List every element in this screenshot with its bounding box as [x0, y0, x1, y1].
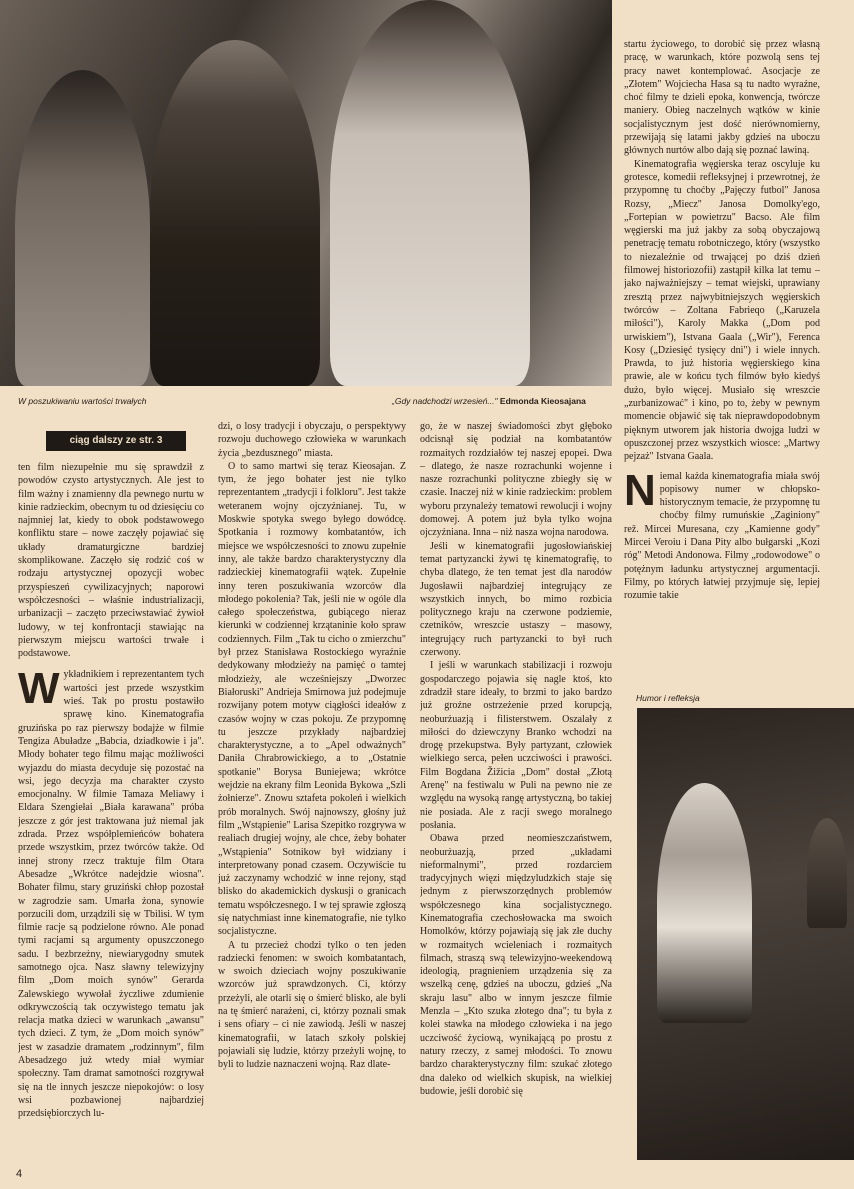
caption-side: Humor i refleksja: [636, 693, 700, 703]
continued-banner: ciąg dalszy ze str. 3: [46, 431, 186, 451]
col3-paragraph-4: Obawa przed neomieszczaństwem, neoburżuazją, przed „układami nieformalnymi", przed rozdarciem tradycyjnych więzi międzyludzkich staje się jednym z pierwszorzędnych problemów współczesnego kina socjalistycznego. Kinematografia czechosłowacka ma swoich Homolków, którzy pojawiają się jak złe duchy w rozmaitych wcieleniach i rozmaitych filmach, straszą swą telewizyjno-weekendową ideologią, pragnieniem urządzenia się za wszelką cenę, gdzieś na uboczu, gdzieś „Na skraju lasu" albo w innym jeszcze filmie Menzla – „Kto szuka złotego dna"; tu była z kolei stawka na młodego człowieka i na jego uczciwość życiową, wynikającą po prostu z natury rzeczy, z samej młodości. To znowu bardzo charakterystyczny film: szukać złotego dna daleko od wielkich skupisk, na wielkiej budowie, jeśli dorobić się: [420, 833, 612, 1097]
side-figure-background: [807, 818, 847, 928]
side-figure: [657, 783, 752, 1023]
col1-paragraph-1: ten film niezupełnie mu się sprawdził z powodów czysto artystycznych. Ale jest to film ważny i znamienny dla pewnego nurtu w kinie radzieckim, obecnym tu od dziesięciu co najmniej lat, kiedy to obok podstawowego konfliktu stare – nowe zaczęły pojawiać się układy dramaturgiczne bardziej skomplikowane. Zaczęło się rodzić coś w rodzaju artystycznej opozycji wobec przyspieszeń cywilizacyjnych; naporowi współczesności – właśnie industrializacji, urbanizacji – zaczęto przeciwstawiać żywioł ludowy, w tej konfrontacji stawiając na pierwszym miejscu wartości trwałe i podstawowe.: [18, 462, 204, 660]
page-number: 4: [16, 1168, 23, 1180]
col4-paragraph-1: startu życiowego, to dorobić się przez własną pracę, w warunkach, które pozwolą sens tej pracy nawet kontemplować. Asocjacje ze „Złotem" Wojciecha Hasa są tu nadto wyraźne, choć filmy te dzieli epoka, konwencja, twórcze maniery. Obieg naczelnych wątków w kinie socjalistycznym jest dość nierównomierny, przewijają się latami jakby gdzieś na uboczu głównych nurtów albo dają się poznać lawiną.: [624, 39, 820, 157]
young-man-figure: [330, 0, 530, 386]
side-photo: [637, 708, 854, 1160]
article-column-1: [18, 461, 204, 1169]
caption-right: [392, 396, 586, 406]
col3-paragraph-3: I jeśli w warunkach stabilizacji i rozwoju gospodarczego pojawia się nagle ktoś, kto zdradził stare ideały, to brzmi to jako bardzo już groźne ostrzeżenie przed korupcją, neoburżuazją i filisterstwem. Oszalały z miłości do dziewczyny Branko wchodzi na drogę przekupstwa. Były partyzant, człowiek wielkiego serca, pełen uczciwości i prawości. Film Bogdana Žižicia „Dom" dostał „Złotą Arenę" na festiwalu w Puli na pewno nie ze względu na wysoką rangę artystyczną, bo takiej nie posiada. Ale z racji swego moralnego posłania.: [420, 660, 612, 831]
col3-paragraph-2: Jeśli w kinematografii jugosłowiańskiej temat partyzancki żywi tę kinematografię, to chyba dlatego, że ten temat jest dla narodów Jugosławii najbardziej integrujący ze wszystkich innych, bo mimo rozbicia politycznego kraju na czerwone podziemie, czetników, wreszcie ustaszy – masowy, integrujący ruch partyzancki to był ruch czerwony.: [420, 540, 612, 659]
article-column-2: [218, 420, 406, 1168]
col4-paragraph-2: Kinematografia węgierska teraz oscyluje ku grotesce, komedii refleksyjnej i przewrotnej, że przypomnę tu choćby „Pajęczy futbol" Janosa Rozsy, „Miecz" Janosa Domolky'ego, „Fortepian w powietrzu" Bacso. Ale film węgierski ma już jakby za sobą obyczajową penetrację tematu robotniczego, który (wszystko to niezależnie od trwającej po dziś dzień filmowej historiozofii) zastąpił kilka lat temu – jako najważniejszy – temat wiejski, uprawiany zresztą przez najwybitniejszych węgierskich twórców – Zoltana Fabrieqo („Karuzela miłości"), Karoly Makka („Dom pod urwiskiem"), Istvana Gaala („Wir"), Ferenca Kosy („Dziesięć tysięcy dni") i wiele innych. Prawda, to już historia węgierskiego kina prawie, ale w końcu tych filmów było kiedyś dużo, było więcej. Musiało się wreszcie „zurbanizować" i kino, po to, żeby w pewnym momencie objawić się tak nieprawdopodobnym pięknym utworem jak historia dwojga ludzi w opuszczonej przez wszystkich wiosce: „Martwy pejzaż" Istvana Gaala.: [624, 158, 820, 463]
col1-paragraph-2-text: ykładnikiem i reprezentantem tych wartości jest przede wszystkim wieś. Tak po prostu postawiło sprawę kino. Kinematografia gruzińska po raz pierwszy bodajże w filmie Tengiza Abuładze „Babcia, dziadkowie i ja". Młody bohater tego filmu mając możliwości wyjazdu do miasta decyduje się pozostać na wsi, jego decyzja ma charakter czysto emocjonalny. W filmie Tamaza Meliawy i Eldara Szengiełai „Biała karawana" próba jeszcze z gór jest traktowana już niemal jak zdrada. Przez współplemieńców bohatera przede wszystkim, przez twórców także. Od innej strony rzecz traktuje film Otara Abesadze „Wkrótce nadejdzie wiosna". Bohater filmu, stary gruziński chłop pozostał w zagrodzie sam. Umarła żona, synowie porzucili dom, urządzili się w Tbilisi. W tym filmie racje są podzielone równo. Ale ponad tymi racjami są argumenty opuszczonego sadu. I bezbrzeżny, niewiarygodny smutek samotnego ojca. Nasz sławny telewizyjny film „Dom moich synów" Gerarda Zalewskiego wywołał życzliwe zdumienie odkrywczością tak oczywistego tematu jak relacja matka dzieci w warunkach „awansu" tych dzieci. Z tym, że „Dom moich synów" jest w zasadzie dramatem „rodzinnym", film Abesadzego już wtedy miał wymiar społeczny. Tam dramat samotności rozgrywał się na tle innych jeszcze niepokojów: o losy wsi pozbawionej najbardziej przedsiębiorczych lu-: [18, 669, 204, 1120]
col2-paragraph-2: O to samo martwi się teraz Kieosajan. Z tym, że jego bohater jest nie tylko reprezentantem „tradycji i folkloru". Jest także weteranem wojny ojczyźnianej. Tu, w Moskwie spotyka swego byłego dowódcę. Spotkania i rozmowy kombatantów, ich miejsce we współczesności to znowu zupełnie inny, ale także bardzo charakterystyczny dla radzieckiej kinematografii wątek. Zupełnie inny teren poszukiwania wzorców dla młodego pokolenia? Tak, jeśli nie w ogóle dla całego społeczeństwa, gubiącego nieraz kierunki w codziennej krzątaninie koło spraw codziennych. Film „Tak tu cicho o zmierzchu" był przez Stanisława Rostockiego wyraźnie dedykowany młodzieży na pamięć o tamtej młodzieży, ale wcześniejszy „Dworzec Białoruski" Andrieja Smirnowa już podejmuje rozwijany potem motyw ciągłości ideałów z czasów wojny w czas pokoju. Ze przypomnę tu jeszcze przykłady najbardziej charakterystyczne, a to „Apel odważnych" Daniła Chrabrowickiego, a to „Ostatnie spotkanie" Borysa Buniejewa; wkrótce wejdzie na ekrany film Leonida Bykowa „Szli żołnierze". Znowu sztafeta pokoleń i wielkich prób moralnych. Swój najnowszy, głośny już film „Wstąpienie" Larisa Szepitko rozgrywa w realiach drugiej wojny, ale chce, żeby bohater „Wstąpienia" Sotnikow był widziany i interpretowany ponad czasem. Oczywiście tu już zaczynamy wchodzić w inne rejony, stąd blisko do akademickich dyskusji o granicach tematu współczesnego. I w tej sprawie zgłoszą się natychmiast inne kinematografie, nie tylko socjalistyczne.: [218, 460, 406, 938]
drop-cap-n: N: [624, 465, 656, 515]
old-man-figure: [150, 40, 320, 386]
article-column-4: [624, 38, 820, 688]
col4-paragraph-3-text: iemal każda kinematografia miała swój popisowy numer w chłopsko-historycznym temacie, że przypomnę tu choćby filmy rumuńskie „Zaginiony" rež. Mircei Muresana, czy „Kamienne gody" Mircei Veroiu i Dana Pity albo bułgarski „Kozi róg" Metodi Andonowa. Filmy „rodowodowe" o potężnym ładunku artystycznej argumentacji. Filmy, po których łatwiej przyjmuje się, lepiej rozumie takie: [624, 470, 820, 602]
caption-left: W poszukiwaniu wartości trwałych: [18, 396, 147, 406]
woman-figure: [15, 70, 150, 386]
main-photo: [0, 0, 612, 386]
col2-paragraph-1: dzi, o losy tradycji i obyczaju, o perspektywy rozwoju duchowego człowieka w warunkach życia „bezdusznego" miasta.: [218, 421, 406, 459]
caption-right-author: Edmonda Kieosajana: [499, 396, 586, 406]
col2-paragraph-3: A tu przecież chodzi tylko o ten jeden radziecki fenomen: w swoich kombatantach, w swoich dzieciach wojny poszukiwanie wzorców już sprawdzonych. Ci, którzy przeżyli, ale otarli się o śmierć blisko, ale byli na tę śmierć narażeni, ci, którzy poznali smak i sens ofiary – ci nie zawiodą. Jeśli w naszej kinematografii, w latach szkoły polskiej pojawiali się ludzie, którzy przeżyli wojnę, to byli to ludzie naznaczeni wojną. Raz dlate-: [218, 939, 406, 1071]
col3-paragraph-1: go, że w naszej świadomości zbyt głęboko odcisnął się podział na kombatantów rozmaitych rozdziałów tej naszej epopei. Dwa – dlatego, że nasze rozrachunki wojenne i nasze rozrachunki polityczne zbiegły się w czasie. Inaczej niż w kinie radzieckim: problem wyboru przynależy tematowi rewolucji i wojny domowej. A potem już była tylko wojna ojczyźniana. Inna – niż nasza wojna narodowa.: [420, 421, 612, 539]
col1-paragraph-2: [18, 664, 204, 1120]
article-column-3: [420, 420, 612, 1168]
col4-paragraph-3: [624, 465, 820, 603]
drop-cap-w: W: [18, 664, 60, 714]
caption-right-title: „Gdy nadchodzi wrzesień...": [392, 396, 498, 406]
